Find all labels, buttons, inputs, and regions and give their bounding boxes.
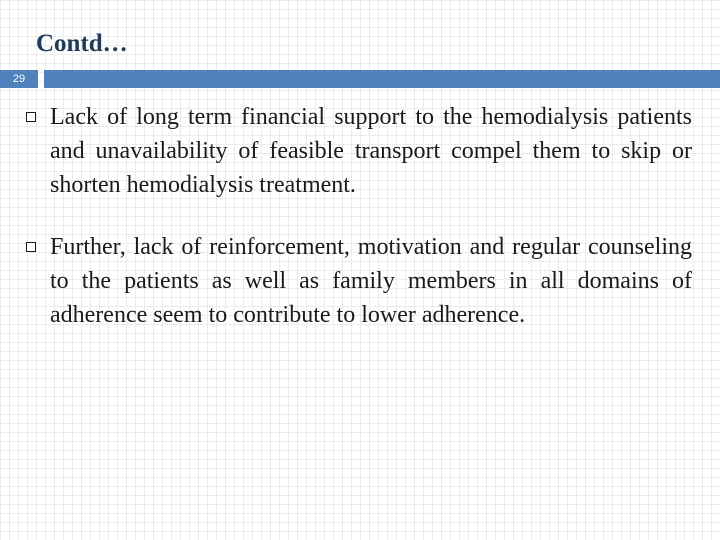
bullet-text: Further, lack of reinforcement, motivation and regular counseling to the patients as well as family members in all domains of adherence seem to contribute to lower adherence. xyxy=(50,234,692,328)
bullet-text: Lack of long term financial support to the hemodialysis patients and unavailability of feasible transport compel them to skip or shorten hemodialysis treatment. xyxy=(50,104,692,198)
header-bar xyxy=(44,70,720,88)
slide-number: 29 xyxy=(0,70,38,88)
square-bullet-icon xyxy=(26,112,36,122)
square-bullet-icon xyxy=(26,242,36,252)
bullet-list xyxy=(22,100,692,360)
bullet-item xyxy=(22,100,692,202)
bullet-item xyxy=(22,230,692,332)
slide-title: Contd… xyxy=(36,30,128,57)
